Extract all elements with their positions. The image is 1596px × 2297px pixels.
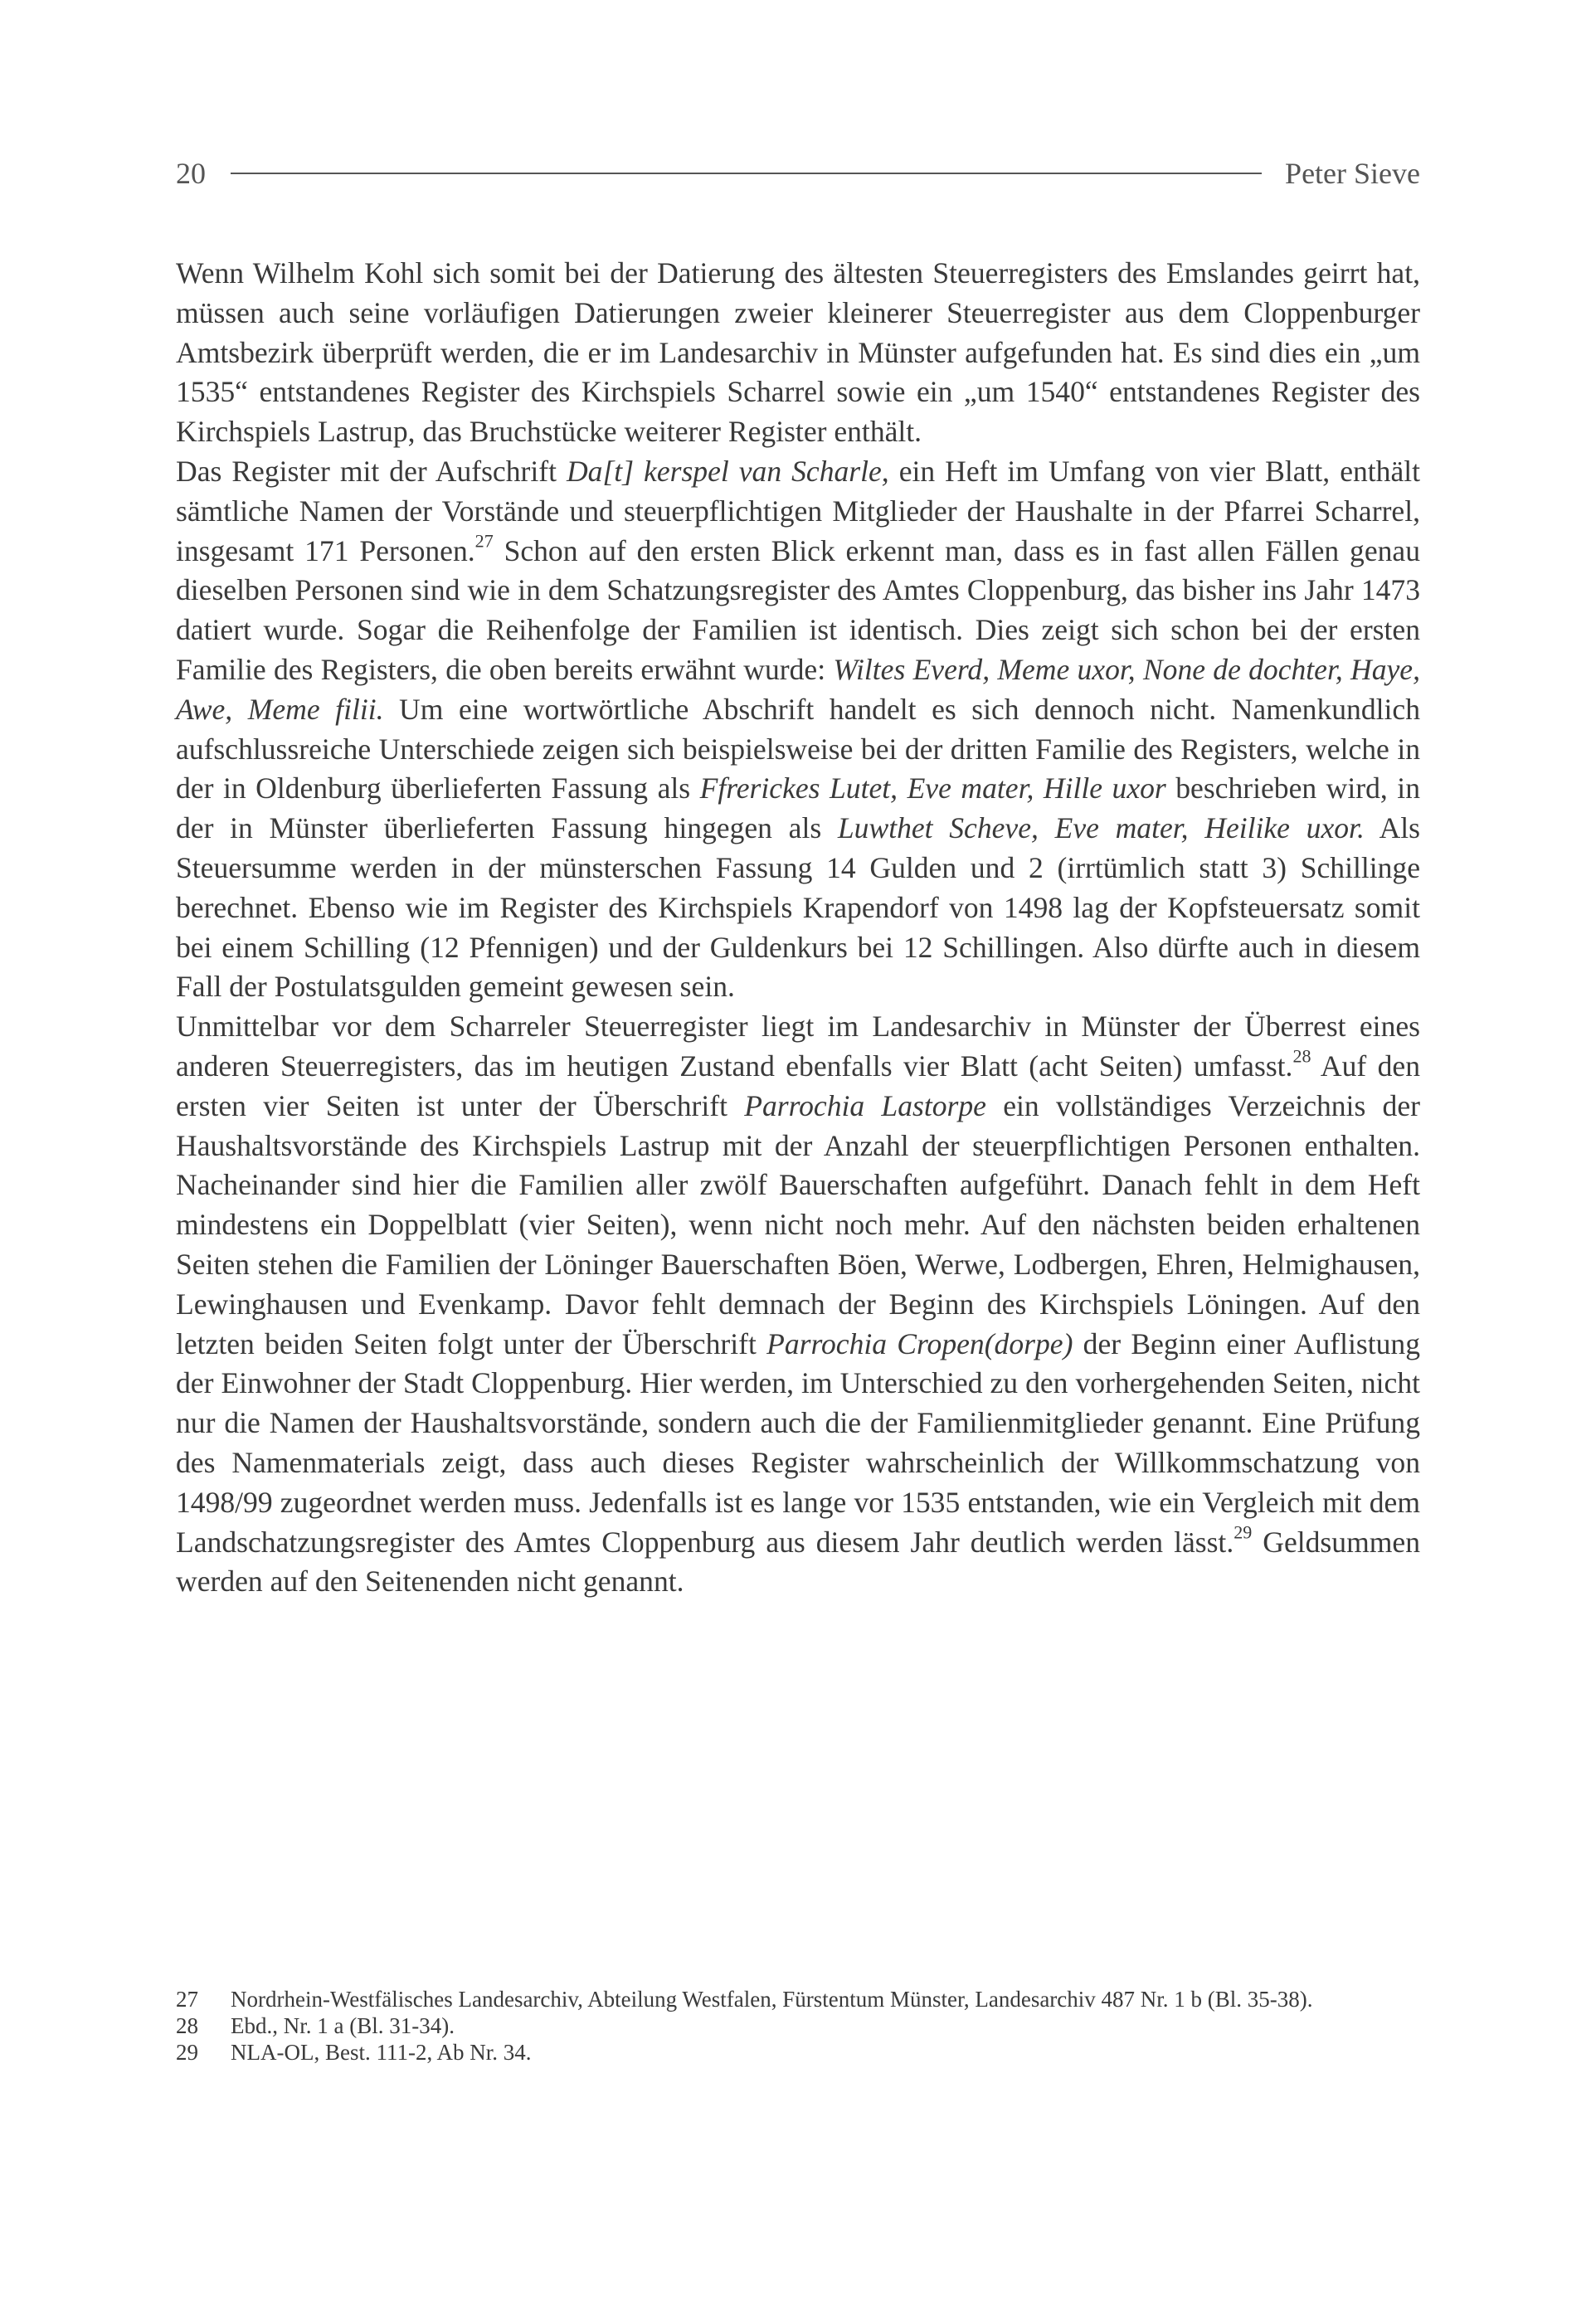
running-author: Peter Sieve (1285, 157, 1420, 190)
body-paragraph (176, 452, 1420, 1007)
footnote-ref: 28 (1292, 1045, 1311, 1067)
text-run: Unmittelbar vor dem Scharreler Steuerregister liegt im Landesarchiv in Münster der Überrest eines anderen Steuerregisters, das im heutigen Zustand ebenfalls vier Blatt (acht Seiten) umfasst. (176, 1010, 1420, 1083)
body-paragraph (176, 254, 1420, 452)
footnote (176, 2012, 1420, 2039)
italic-quote: Da[t] kerspel van Scharle, (566, 454, 889, 488)
text-run: der Beginn einer Auflistung der Einwohner der Stadt Cloppenburg. Hier werden, im Unterschied zu den vorhergehenden Seiten, nicht nur die Namen der Haushaltsvorstände, sondern auch die der Familienmitglieder genannt. Eine Prüfung des Namenmaterials zeigt, dass auch dieses Register wahrscheinlich der Willkommschatzung von 1498/99 zugeordnet werden muss. Jedenfalls ist es lange vor 1535 entstanden, wie ein Vergleich mit dem Landschatzungsregister des Amtes Cloppenburg aus diesem Jahr deutlich werden lässt. (176, 1326, 1420, 1559)
italic-quote: Ffrerickes Lutet, Eve mater, Hille uxor (699, 771, 1166, 805)
footnotes (176, 1986, 1420, 2066)
italic-quote: Parrochia Lastorpe (744, 1088, 986, 1122)
footnote-number: 28 (176, 2013, 198, 2038)
text-run: Auf den ersten vier Seiten ist unter der Überschrift (176, 1049, 1420, 1122)
header-rule (231, 173, 1262, 174)
footnote (176, 1986, 1420, 2012)
footnote (176, 2039, 1420, 2066)
footnote-text: Nordrhein-Westfälisches Landesarchiv, Abteilung Westfalen, Fürstentum Münster, Landesarchiv 487 Nr. 1 b (Bl. 35-38). (231, 1987, 1313, 2012)
italic-quote: Luwthet Scheve, Eve mater, Heilike uxor. (837, 811, 1365, 845)
footnote-number: 27 (176, 1987, 198, 2012)
text-run: Das Register mit der Aufschrift (176, 454, 567, 488)
italic-quote: Parrochia Cropen(dorpe) (766, 1326, 1073, 1360)
footnote-text: Ebd., Nr. 1 a (Bl. 31-34). (231, 2013, 455, 2038)
page-number: 20 (176, 157, 206, 190)
footnote-ref: 29 (1233, 1521, 1253, 1542)
footnote-ref: 27 (474, 530, 494, 552)
text-run: Geldsummen werden auf den Seitenenden nicht genannt. (176, 1525, 1420, 1599)
text-run: ein vollständiges Verzeichnis der Haushaltsvorstände des Kirchspiels Lastrup mit der Anzahl der steuerpflichtigen Personen enthalten. Nacheinander sind hier die Familien aller zwölf Bauerschaften aufgeführt. Danach fehlt in dem Heft mindestens ein Doppelblatt (vier Seiten), wenn nicht noch mehr. Auf den nächsten beiden erhaltenen Seiten stehen die Familien der Löninger Bauerschaften Böen, Werwe, Lodbergen, Ehren, Helmighausen, Lewinghausen und Evenkamp. Davor fehlt demnach der Beginn des Kirchspiels Löningen. Auf den letzten beiden Seiten folgt unter der Überschrift (176, 1088, 1420, 1360)
text-run: Schon auf den ersten Blick erkennt man, dass es in fast allen Fällen genau dieselben Personen sind wie in dem Schatzungsregister des Amtes Cloppenburg, das bisher ins Jahr 1473 datiert wurde. Sogar die Reihenfolge der Familien ist identisch. Dies zeigt sich schon bei der ersten Familie des Registers, die oben bereits erwähnt wurde: (176, 533, 1420, 686)
text-run: ein Heft im Umfang von vier Blatt, enthält sämtliche Namen der Vorstände und steuerpflichtigen Mitglieder der Haushalte in der Pfarrei Scharrel, insgesamt 171 Personen. (176, 454, 1421, 567)
text-run: Um eine wortwörtliche Abschrift handelt es sich dennoch nicht. Namenkundlich aufschlussreiche Unterschiede zeigen sich beispielsweise bei der dritten Familie des Registers, welche in der in Oldenburg überlieferten Fassung als (176, 692, 1420, 805)
footnote-number: 29 (176, 2040, 198, 2065)
running-header (176, 153, 1420, 194)
footnote-text: NLA-OL, Best. 111-2, Ab Nr. 34. (231, 2040, 532, 2065)
text-run: Als Steuersumme werden in der münsterschen Fassung 14 Gulden und 2 (irrtümlich statt 3) Schillinge berechnet. Ebenso wie im Register des Kirchspiels Krapendorf von 1498 lag der Kopfsteuersatz somit bei einem Schilling (12 Pfennigen) und der Guldenkurs bei 12 Schillingen. Also dürfte auch in diesem Fall der Postulatsgulden gemeint gewesen sein. (176, 811, 1421, 1004)
document-page (176, 0, 1420, 2297)
text-run: Wenn Wilhelm Kohl sich somit bei der Datierung des ältesten Steuerregisters des Emslandes geirrt hat, müssen auch seine vorläufigen Datierungen zweier kleinerer Steuerregister aus dem Cloppenburger Amtsbezirk überprüft werden, die er im Landesarchiv in Münster aufgefunden hat. Es sind dies ein „um 1535“ entstandenes Register des Kirchspiels Scharrel sowie ein „um 1540“ entstandenes Register des Kirchspiels Lastrup, das Bruchstücke weiterer Register enthält. (176, 256, 1420, 449)
italic-quote: Wiltes Everd, Meme uxor, None de dochter, Haye, Awe, Meme filii. (176, 652, 1420, 726)
body-text (176, 254, 1420, 1602)
body-paragraph (176, 1007, 1420, 1602)
text-run: beschrieben wird, in der in Münster überlieferten Fassung hingegen als (176, 771, 1420, 845)
